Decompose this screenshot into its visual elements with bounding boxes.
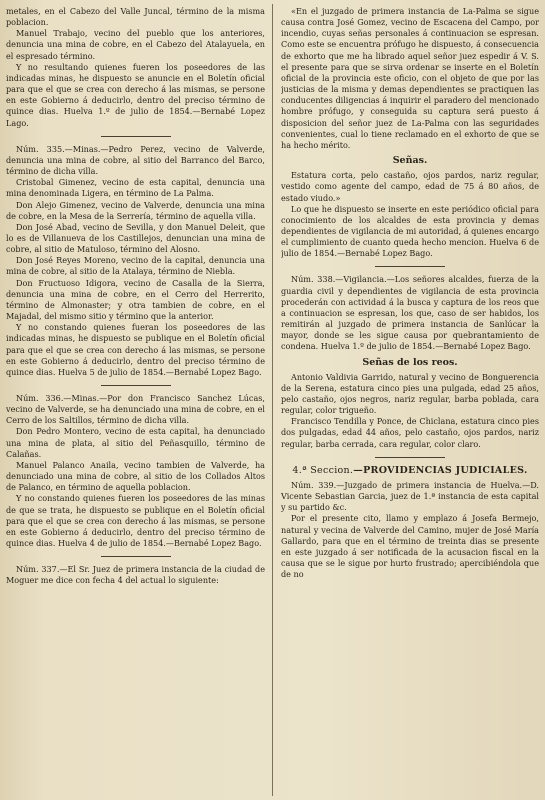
article-paragraph: Y no constando quienes fueren los poseedores de las minas de que se trata, he dispuesto se publique en el Boletín oficial para que el que se crea con derecho á las mismas, se persone en este Gobierno á deducirlo, dentro del preciso término de quince dias. Huelva 4 de julio de 1854.—Bernabé Lopez Bago. xyxy=(6,493,265,549)
separator-rule xyxy=(101,385,171,386)
section-header xyxy=(281,465,539,476)
separator-rule xyxy=(375,266,445,267)
article-paragraph: Don Alejo Gimenez, vecino de Valverde, denuncia una mina de cobre, en la Mesa de la Serrería, término de aquella villa. xyxy=(6,199,265,221)
article-paragraph: Núm. 335.—Minas.—Pedro Perez, vecino de Valverde, denuncia una mina de cobre, al sitio del Barranco del Barco, término de dicha villa. xyxy=(6,143,265,177)
article-paragraph: Cristobal Gimenez, vecino de esta capital, denuncia una mina denominada Ligera, en término de La Palma. xyxy=(6,177,265,199)
section-heading: Señas. xyxy=(392,155,428,167)
section-heading: Señas de los reos. xyxy=(362,356,458,368)
article-paragraph: Don José Abad, vecino de Sevilla, y don Manuel Deleit, que lo es de Villanueva de los Castillejos, denuncian una mina de cobre, al sitio de Matuloso, término del Alosno. xyxy=(6,221,265,255)
article-paragraph: Francisco Tendilla y Ponce, de Chiclana, estatura cinco pies dos pulgadas, edad 44 años, pelo castaño, ojos pardos, nariz regular, barba cerrada, cara regular, color claro. xyxy=(281,416,539,449)
article-paragraph: Antonio Valdivia Garrido, natural y vecino de Bonguerencia de la Serena, estatura cinco pies una pulgada, edad 25 años, pelo castaño, ojos negros, nariz regular, barba poblada, cara regular, color trigueño. xyxy=(281,371,539,416)
separator-rule xyxy=(101,136,171,137)
article-paragraph: Por el presente cito, llamo y emplazo á Josefa Bermejo, natural y vecina de Valverde del Camino, mujer de José María Gallardo, para que en el término de treinta dias se presente en este juzgado á ser notificada de la acusacion fiscal en la causa que se le sigue por hurto frustrado; apercibiéndola que de no xyxy=(281,513,539,580)
separator-rule xyxy=(375,457,445,458)
article-paragraph: Y no constando quienes fueran los poseedores de las indicadas minas, he dispuesto se publique en el Boletín oficial para que el que se crea con derecho á las mismas, se persone en este Gobierno á deducirlo, dentro del preciso término de quince dias. Huelva 5 de julio de 1854.—Bernabé Lopez Bago. xyxy=(6,322,265,377)
separator-rule xyxy=(101,556,171,557)
section-number: 4.ª Seccion. xyxy=(292,464,354,476)
section-title: —PROVIDENCIAS JUDICIALES. xyxy=(353,464,528,476)
article-paragraph: metales, en el Cabezo del Valle Juncal, término de la misma poblacion. xyxy=(6,6,265,28)
article-paragraph: Núm. 339.—Juzgado de primera instancia de Huelva.—D. Vicente Sebastian Garcia, juez de 1.ª instancia de esta capital y su partido &c. xyxy=(281,479,539,513)
article-paragraph: Núm. 338.—Vigilancia.—Los señores alcaldes, fuerza de la guardia civil y dependientes de vigilancia de esta provincia procederán con actividad á la busca y captura de los reos que a continuacion se espresan, los que, caso de ser habidos, los remitirán al juzgado de primera instancia de Sanlúcar la mayor, donde se les sigue causa por quebrantamiento de condena. Huelva 1.º de julio de 1854.—Bernabé Lopez Bago. xyxy=(281,274,539,352)
article-paragraph: Estatura corta, pelo castaño, ojos pardos, nariz regular, vestido como agente del campo, edad de 75 á 80 años, de estado viudo.» xyxy=(281,170,539,203)
column-divider xyxy=(272,4,273,796)
article-paragraph: Don José Reyes Moreno, vecino de la capital, denuncia una mina de cobre, al sitio de la Atalaya, término de Niebla. xyxy=(6,255,265,277)
article-paragraph: Manuel Trabajo, vecino del pueblo que los anteriores, denuncia una mina de cobre, en el Cabezo del Atalayuela, en el espresado término. xyxy=(6,28,265,61)
article-paragraph: Núm. 337.—El Sr. Juez de primera instancia de la ciudad de Moguer me dice con fecha 4 del actual lo siguiente: xyxy=(6,564,265,586)
article-paragraph: Don Fructuoso Idigora, vecino de Casalla de la Sierra, denuncia una mina de cobre, en el Cerro del Herrerito, término de Almonaster; y otra tambien de cobre, en el Majadal, del mismo sitio y término que la anterior. xyxy=(6,277,265,322)
article-paragraph: Y no resultando quienes fueren los poseedores de las indicadas minas, he dispuesto se anuncie en el Boletín oficial para que el que se crea con derecho á las mismas, se persone en este Gobierno á deducirlo, dentro del preciso término de quince dias. Huelva 1.º de julio de 1854.—Bernabé Lopez Lago. xyxy=(6,61,265,128)
article-paragraph: Manuel Palanco Anaila, vecino tambien de Valverde, ha denunciado una mina de cobre, al sitio de los Collados Altos de Palanco, en término de aquella poblacion. xyxy=(6,459,265,493)
article-paragraph: Lo que he dispuesto se inserte en este periódico oficial para conocimiento de los alcaldes de esta provincia y demas dependientes de vigilancia de mi autoridad, á quienes encargo el cumplimiento de cuanto queda hecho mencion. Huelva 6 de julio de 1854.—Bernabé Lopez Bago. xyxy=(281,203,539,259)
left-column xyxy=(6,6,265,796)
right-column xyxy=(281,6,539,796)
article-paragraph: Don Pedro Montero, vecino de esta capital, ha denunciado una mina de plata, al sitio del Peñasquillo, término de Calañas. xyxy=(6,426,265,459)
article-paragraph: Núm. 336.—Minas.—Por don Francisco Sanchez Lúcas, vecino de Valverde, se ha denunciado una mina de cobre, en el Cerro de los Saltillos, término de dicha villa. xyxy=(6,393,265,426)
article-paragraph: «En el juzgado de primera instancia de La-Palma se sigue causa contra José Gomez, vecino de Escacena del Campo, por incendio, cuyas señas personales á continuacion se espresan. Como este se encuentra prófugo he dispuesto, á consecuencia de exhorto que me ha librado aquel señor juez espedir á V. S. el presente para que se sirva ordenar se inserte en el Boletín oficial de la provincia este oficio, con el objeto de que por las justicias de la misma y demas dependientes se practiquen las conducentes diligencias á inquirir el paradero del mencionado hombre prófugo, y conseguida su captura será puesto á disposicion del señor juez de La-Palma con las seguridades convenientes, cual lo tiene reclamado en el exhorto de que se ha hecho mérito. xyxy=(281,6,539,150)
